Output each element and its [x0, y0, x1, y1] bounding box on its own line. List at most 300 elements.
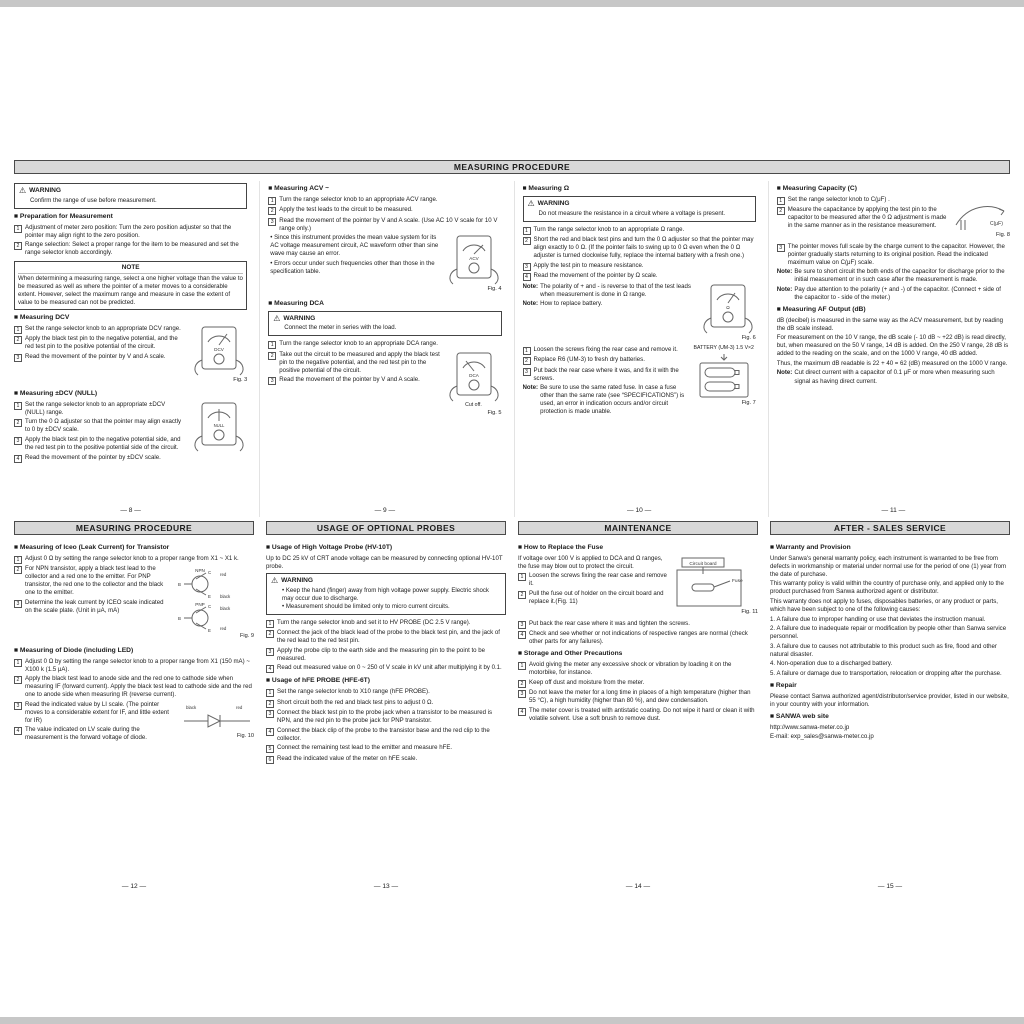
step	[14, 565, 169, 597]
step	[523, 367, 687, 383]
step-number: 2	[268, 207, 276, 215]
warning-head	[271, 577, 501, 586]
analog-meter-illustration	[700, 284, 756, 334]
scan-edge-top	[0, 0, 1024, 7]
page-number: — 12 —	[121, 883, 147, 891]
page-number: — 13 —	[373, 883, 399, 891]
heading-repair: ■ Repair	[770, 681, 797, 689]
step-number: 3	[14, 702, 22, 710]
step-text: Set the range selector knob to C(μF) .	[787, 195, 890, 203]
circuit-board-fuse-illustration	[674, 556, 758, 608]
scan-edge-bottom	[0, 1017, 1024, 1024]
note-box-title: NOTE	[18, 264, 243, 273]
step-number: 2	[523, 357, 531, 365]
step	[14, 224, 247, 240]
cut-off-label: Cut off.	[465, 401, 482, 408]
svg-text:C: C	[208, 570, 212, 576]
step	[14, 436, 186, 452]
note-label: Note:	[776, 268, 793, 276]
note	[777, 286, 1010, 302]
heading-storage: ■ Storage and Other Precautions	[518, 650, 623, 658]
step-number: 3	[518, 690, 526, 698]
email-address: E-mail: exp_sales@sanwa-meter.co.jp	[770, 733, 874, 741]
step-text: Adjust 0 Ω by setting the range selector knob to a proper range from X1 ~ X1 k.	[25, 554, 239, 562]
step	[14, 335, 186, 351]
svg-text:ACV: ACV	[468, 256, 479, 262]
step	[518, 707, 758, 723]
step-number: 4	[523, 273, 531, 281]
step-text: Put back the rear case where it was, and fix it with the screws.	[533, 366, 679, 382]
svg-text:B: B	[178, 616, 181, 622]
page-number: — 10 —	[627, 507, 652, 515]
warning-box	[268, 311, 501, 337]
note-text: The polarity of + and - is reverse to that of the test leads when measurement is done in Ω range.	[540, 282, 691, 298]
analog-meter-illustration	[446, 352, 502, 402]
section-header-optional-probes: USAGE OF OPTIONAL PROBES	[266, 521, 506, 535]
warranty-cause: 4. Non-operation due to a discharged battery.	[770, 660, 893, 668]
step	[523, 236, 756, 260]
heading-measuring-dca: ■ Measuring DCA	[268, 299, 324, 307]
svg-text:black: black	[186, 704, 197, 710]
step	[523, 226, 756, 235]
step-number: 3	[14, 437, 22, 445]
warning-text: • Keep the hand (finger) away from high voltage power supply. Electric shock may occur due to discharge.	[282, 586, 489, 602]
warning-text: Connect the meter in series with the load.	[284, 324, 397, 332]
step-number: 1	[14, 326, 22, 334]
heading-replace-fuse: ■ How to Replace the Fuse	[518, 544, 604, 551]
step	[523, 346, 687, 355]
step-number: 1	[523, 347, 531, 355]
figure-caption: Fig. 5	[487, 409, 502, 416]
step	[518, 679, 758, 688]
svg-text:B: B	[178, 582, 181, 588]
svg-text:PNP: PNP	[195, 602, 205, 608]
step-text: Replace R6 (UM-3) to fresh dry batteries.	[533, 356, 645, 364]
heading-warranty: ■ Warranty and Provision	[770, 544, 851, 551]
step	[14, 418, 186, 434]
step-number: 2	[266, 700, 274, 708]
step-text: Connect the black test pin to the probe jack when a transistor to be measured is NPN, and the red pin to the probe jack for PNP transistor.	[277, 709, 493, 725]
step	[14, 325, 186, 334]
step-number: 1	[518, 662, 526, 670]
analog-meter-illustration	[191, 402, 247, 452]
step-text: Turn the range selector knob to an appropriate DCA range.	[279, 340, 438, 348]
figure-11	[674, 556, 758, 616]
warranty-cause: 3. A failure due to causes not attributable to this product such as fire, flood and other natural disaster.	[770, 642, 997, 658]
step-number: 3	[777, 244, 785, 252]
step-text: Short circuit both the red and black test pins to adjust 0 Ω.	[277, 698, 434, 706]
page-11-body	[777, 181, 1010, 504]
step-text: Take out the circuit to be measured and apply the black test pin to the negative potential, and the red test pin to the positive potential of the circuit.	[279, 350, 440, 374]
figure-3	[191, 326, 247, 384]
figure-caption: Fig. 8	[996, 231, 1010, 238]
step	[14, 726, 175, 742]
step-number: 4	[266, 665, 274, 673]
step-text: Apply the black test lead to anode side and the red one to cathode side when measuring IF (forward current). Apply the black test lead to cathode side and the red one to anode side when measuring IR (reverse current).	[25, 675, 252, 699]
note-box	[14, 261, 247, 310]
step-text: Adjust 0 Ω by setting the range selector knob to a proper range from X1 (150 mA) ~ X100 k (1.5 μA).	[25, 657, 250, 673]
step-number: 2	[14, 336, 22, 344]
step-text: The pointer moves full scale by the charge current to the capacitor. However, the pointer gradually starts returning to its original position. Read the indicated maximum value on C(μF) scale.	[787, 242, 1005, 266]
note-label: Note:	[522, 384, 539, 392]
svg-text:black: black	[220, 606, 231, 612]
step-text: Loosen the screws fixing the rear case and remove it.	[529, 572, 667, 588]
svg-text:NULL: NULL	[213, 422, 225, 428]
step-text: Apply the black test pin to the negative potential side, and the red test pin to the positive potential side of the circuit.	[25, 435, 181, 451]
step-number: 2	[14, 419, 22, 427]
page-15	[770, 521, 1010, 893]
page-12-body	[14, 540, 254, 880]
step	[266, 688, 506, 697]
note-text: Be sure to use the same rated fuse. In case a fuse other than the same rate (see “SPECIFICATIONS”) is used, an error in indication occurs and/or circuit protection is made unable.	[540, 384, 685, 416]
step-text: Connect the black clip of the probe to the transistor base and the red clip to the collector.	[277, 726, 490, 742]
warning-box	[523, 196, 756, 222]
step-text: Apply the black test pin to the negative potential, and the red test pin to the positive potential of the circuit.	[25, 335, 178, 351]
step-number: 1	[14, 225, 22, 233]
note-text: How to replace battery.	[540, 300, 603, 308]
diode-schematic-illustration	[180, 702, 254, 732]
figure-caption: Fig. 7	[741, 399, 756, 406]
warning-text: • Measurement should be limited only to micro current circuits.	[282, 602, 450, 610]
warning-icon: ⚠	[273, 313, 281, 323]
step-number: 1	[14, 659, 22, 667]
step-text: Avoid giving the meter any excessive shock or vibration by loading it on the motorbike, for instance.	[529, 661, 732, 677]
step-text: Short the red and black test pins and turn the 0 Ω adjuster so that the pointer may align exactly to 0 Ω. (If the pointer fails to swing up to 0 Ω even when the 0 Ω adjuster is turned clockwise fully, replace the internal battery with a fresh one.)	[533, 236, 754, 260]
note-box-body: When determining a measuring range, select a one higher voltage than the value to be measured as well as where the pointer of a meter moves to a considerable extent. However, select the maximum range and measure in case the extent of value to be measured can not be predicted.	[18, 274, 243, 306]
step	[14, 353, 186, 362]
warning-title: WARNING	[537, 199, 570, 207]
step-text: Turn the range selector knob to an appropriate ACV range.	[279, 195, 438, 203]
warning-icon: ⚠	[19, 186, 27, 196]
warning-title: WARNING	[281, 576, 314, 584]
page-number: — 11 —	[881, 507, 906, 515]
warranty-cause: 5. A failure or damage due to transportation, relocation or dropping after the purchase.	[770, 669, 1002, 677]
analog-meter-illustration	[446, 235, 502, 285]
step	[14, 555, 254, 564]
page-13-body	[266, 540, 506, 880]
figure-caption: Fig. 4	[487, 286, 502, 293]
note	[777, 369, 1010, 385]
step-number: 3	[14, 600, 22, 608]
step	[777, 206, 947, 230]
figure-10	[180, 702, 254, 740]
step-text: Read the movement of the pointer by V and A scale.	[279, 376, 420, 384]
step-text: Pull the fuse out of holder on the circuit board and replace it.(Fig. 11)	[529, 589, 664, 605]
bullet-item: • Since this instrument provides the mean value system for its AC voltage measurement circuit, AC waveform other than sine wave may cause an error.	[270, 234, 439, 258]
svg-text:Ω: Ω	[726, 304, 730, 310]
figure-null-dcv	[191, 402, 247, 452]
note-text: Pay due attention to the polarity (+ and -) of the capacitor. (Connect + side of the capacitor to - side of the meter.)	[794, 285, 1001, 301]
figure-caption: Fig. 9	[240, 633, 254, 640]
warning-title: WARNING	[29, 187, 62, 194]
step	[14, 701, 175, 725]
step-text: Set the range selector knob to an appropriate ±DCV (NULL) range.	[25, 400, 166, 416]
page-8-body	[14, 181, 247, 504]
step-number: 3	[268, 377, 276, 385]
bullet-item: • Errors occur under such frequencies other than those in the specification table.	[270, 260, 435, 276]
warning-text: Do not measure the resistance in a circuit where a voltage is present.	[538, 209, 726, 217]
step	[268, 217, 501, 233]
step-number: 2	[523, 237, 531, 245]
step-number: 2	[777, 207, 785, 215]
heading-measuring-ohm: ■ Measuring Ω	[522, 185, 570, 192]
warning-head	[528, 200, 751, 209]
step-number: 1	[268, 197, 276, 205]
page-9	[259, 181, 501, 517]
step-number: 1	[518, 573, 526, 581]
step	[518, 620, 758, 629]
note-label: Note:	[522, 282, 539, 290]
step-number: 3	[266, 648, 274, 656]
paragraph: This warranty does not apply to fuses, disposables batteries, or any product or parts, which have been subject to one of the following causes:	[770, 598, 998, 614]
step	[266, 699, 506, 708]
step-text: Read the movement of the pointer by V and A scale. (Use AC 10 V scale for 10 V range only.)	[279, 216, 498, 232]
step-text: Turn the range selector knob to an appropriate Ω range.	[533, 225, 685, 233]
step-number: 3	[518, 621, 526, 629]
note-label: Note:	[776, 285, 793, 293]
step-text: Check and see whether or not indications of respective ranges are normal (check other parts for any failures).	[529, 630, 748, 646]
paragraph: This warranty policy is valid within the country of purchase only, and applied only to the product purchased from Sanwa authorized agent or distributor.	[770, 580, 1004, 596]
page-11	[768, 181, 1010, 517]
step	[14, 401, 186, 417]
note-label: Note:	[522, 300, 539, 308]
heading-iceo: ■ Measuring of Iceo (Leak Current) for Transistor	[14, 544, 170, 551]
step	[268, 196, 501, 205]
warning-text: Confirm the range of use before measurement.	[30, 196, 157, 204]
figure-5	[446, 352, 502, 417]
battery-compartment-illustration	[692, 353, 756, 399]
svg-text:C(μF): C(μF)	[990, 220, 1003, 227]
step	[266, 744, 506, 753]
svg-text:black: black	[220, 594, 231, 600]
note	[523, 300, 695, 308]
step	[14, 241, 247, 257]
step-text: Turn the range selector knob and set it to HV PROBE (DC 2.5 V range).	[277, 618, 471, 626]
note	[777, 268, 1010, 284]
svg-text:NPN: NPN	[195, 568, 205, 574]
top-band	[14, 181, 1010, 517]
step-text: Read the movement of the pointer by V and A scale.	[25, 352, 166, 360]
step-number: 5	[266, 745, 274, 753]
page-10-body	[523, 181, 756, 504]
step	[518, 689, 758, 705]
svg-text:red: red	[236, 704, 243, 710]
warning-icon: ⚠	[527, 199, 535, 209]
warning-box	[266, 573, 506, 615]
warranty-cause: 1. A failure due to improper handling or use that deviates the instruction manual.	[770, 615, 986, 623]
step-text: Put back the rear case where it was and tighten the screws.	[529, 619, 690, 627]
step	[14, 658, 254, 674]
step-number: 2	[518, 680, 526, 688]
step-number: 1	[14, 556, 22, 564]
paragraph: Up to DC 25 kV of CRT anode voltage can be measured by connecting optional HV-10T probe.	[266, 554, 503, 570]
step-text: Set the range selector knob to X10 range (hFE PROBE).	[277, 688, 430, 696]
page-14-body	[518, 540, 758, 880]
paragraph: Thus, the maximum dB readable is 22 + 40 = 62 (dB) measured on the 1000 V range.	[776, 359, 1008, 367]
step-text: Set the range selector knob to an appropriate DCV range.	[25, 324, 181, 332]
warning-box	[14, 183, 247, 209]
step-text: Turn the 0 Ω adjuster so that the pointer may align exactly to 0 by ±DCV scale.	[25, 418, 182, 434]
step-number: 1	[14, 402, 22, 410]
heading-web-site: ■ SANWA web site	[770, 712, 829, 720]
step-number: 2	[14, 676, 22, 684]
step	[266, 619, 506, 628]
figure-caption: Fig. 11	[741, 608, 758, 615]
page-15-body	[770, 540, 1010, 880]
note-text: Be sure to short circuit the both ends of the capacitor for discharge prior to the initial measurement or in such case after the measurement is made.	[794, 268, 1005, 284]
step	[518, 661, 758, 677]
svg-text:E: E	[208, 594, 211, 600]
step-text: Measure the capacitance by applying the test pin to the capacitor to be measured after the 0 Ω adjustment is made in the same manner as in the resistance measurement.	[787, 206, 947, 230]
step-text: Read the movement of the pointer by Ω scale.	[533, 272, 658, 280]
page-number: — 14 —	[625, 883, 651, 891]
step-text: Loosen the screws fixing the rear case and remove it.	[533, 345, 678, 353]
figure-4	[446, 235, 502, 293]
figure-caption: Fig. 10	[236, 732, 254, 739]
paragraph: If voltage over 100 V is applied to DCA and Ω ranges, the fuse may blow out to protect the circuit.	[518, 554, 663, 570]
step-text: Apply the probe clip to the earth side and the measuring pin to the point to be measured.	[277, 646, 486, 662]
step-text: The value indicated on LV scale during the measurement is the forward voltage of diode.	[25, 726, 147, 742]
step	[266, 647, 506, 663]
transistor-schematic-illustration	[174, 566, 254, 632]
section-header-measuring-procedure-2: MEASURING PROCEDURE	[14, 521, 254, 535]
heading-hv-probe: ■ Usage of High Voltage Probe (HV-10T)	[266, 544, 393, 551]
page-8	[14, 181, 247, 517]
svg-text:red: red	[220, 572, 227, 578]
step	[268, 206, 501, 215]
step-number: 1	[266, 620, 274, 628]
figure-caption: Fig. 6	[741, 334, 756, 341]
heading-measuring-af-output: ■ Measuring AF Output (dB)	[776, 305, 866, 313]
svg-text:Circuit board: Circuit board	[689, 561, 717, 567]
step-text: Read out measured value on 0 ~ 250 of V scale in kV unit after multiplying it by 0.1.	[277, 664, 502, 672]
section-header-after-sales: AFTER - SALES SERVICE	[770, 521, 1010, 535]
figure-9	[174, 566, 254, 640]
step-text: Connect the remaining test lead to the emitter and measure hFE.	[277, 744, 453, 752]
step	[523, 262, 756, 271]
paragraph: Please contact Sanwa authorized agent/distributor/service provider, listed in our website, in your country with your information.	[770, 692, 1009, 708]
step-text: Apply the test leads to the circuit to be measured.	[279, 206, 413, 214]
step-number: 1	[777, 197, 785, 205]
step-text: Read the indicated value of the meter on hFE scale.	[277, 754, 418, 762]
paragraph: For measurement on the 10 V range, the dB scale (- 10 dB ~ +22 dB) is read directly, but, when measured on the 50 V range, 14 dB is added. On the 250 V range, 28 dB is added to the reading on the scale, and on the 1000 V range, 40 dB added.	[776, 334, 1009, 358]
bottom-band	[14, 521, 1010, 893]
figure-7	[692, 345, 756, 407]
step	[266, 755, 506, 764]
step-number: 3	[523, 368, 531, 376]
paragraph: Under Sanwa's general warranty policy, each instrument is warranted to be free from defects in workmanship or material under normal use for the period of one (1) year from the date of purchase.	[770, 554, 1007, 578]
step-number: 1	[266, 689, 274, 697]
step-number: 4	[518, 708, 526, 716]
page-number: — 15 —	[877, 883, 903, 891]
note	[523, 283, 695, 299]
step-text: Apply the test pin to measure resistance.	[533, 261, 644, 269]
step	[777, 243, 1010, 267]
step-number: 4	[14, 455, 22, 463]
heading-diode: ■ Measuring of Diode (including LED)	[14, 646, 134, 654]
step-number: 3	[14, 354, 22, 362]
svg-text:E: E	[208, 628, 211, 633]
analog-meter-illustration	[191, 326, 247, 376]
section-header-maintenance: MAINTENANCE	[518, 521, 758, 535]
capacitor-measurement-illustration	[952, 197, 1010, 231]
step-text: Read the movement of the pointer by ±DCV scale.	[25, 453, 161, 461]
figure-caption: Fig. 3	[233, 376, 248, 383]
step-number: 6	[266, 756, 274, 764]
battery-label: BATTERY (UM-3) 1.5 V×2	[693, 345, 754, 352]
note-label: Note:	[776, 369, 793, 377]
warning-head	[273, 315, 496, 324]
step-text: Do not leave the meter for a long time in places of a high temperature (higher than 55 °C), a high humidity (higher than 80 %), and dew condensation.	[529, 689, 751, 705]
step-number: 1	[268, 341, 276, 349]
warning-icon: ⚠	[271, 576, 279, 586]
step-text: Read the indicated value by LI scale. (The pointer moves to a considerable extent for IF, and little extent for IR)	[25, 700, 169, 724]
step-number: 2	[14, 242, 22, 250]
step-text: Adjustment of meter zero position: Turn the zero position adjuster so that the pointer may align right to the zero position.	[25, 223, 232, 239]
step-text: Connect the jack of the black lead of the probe to the black test pin, and the jack of the red lead to the red test pin.	[277, 629, 500, 645]
svg-text:Fuse: Fuse	[732, 578, 743, 584]
step	[518, 590, 669, 606]
page-14	[518, 521, 758, 893]
step-number: 2	[518, 591, 526, 599]
step	[266, 709, 506, 725]
svg-text:red: red	[220, 626, 227, 632]
step-text: For NPN transistor, apply a black test lead to the collector and a red one to the emitter. For PNP transistor, the red one to the collector and the black one to the emitter.	[25, 565, 164, 597]
step-number: 4	[518, 631, 526, 639]
step-text: Keep off dust and moisture from the meter.	[529, 678, 645, 686]
step	[266, 727, 506, 743]
page-9-body	[268, 181, 501, 504]
page-13	[266, 521, 506, 893]
figure-6	[700, 284, 756, 342]
step	[268, 340, 501, 349]
step-number: 4	[14, 727, 22, 735]
step-number: 1	[523, 227, 531, 235]
step-number: 2	[268, 352, 276, 360]
step	[268, 376, 440, 385]
step	[14, 675, 254, 699]
figure-8	[952, 197, 1010, 239]
step-number: 2	[14, 566, 22, 574]
paragraph: dB (decibel) is measured in the same way as the ACV measurement, but by reading the dB scale instead.	[776, 316, 1004, 332]
step-number: 4	[266, 728, 274, 736]
heading-measuring-acv: ■ Measuring ACV ~	[268, 185, 330, 192]
heading-hfe-probe: ■ Usage of hFE PROBE (HFE-6T)	[266, 677, 370, 685]
warranty-cause: 2. A failure due to inadequate repair or modification by people other than Sanwa service personnel.	[770, 625, 1007, 641]
section-header-measuring-procedure: MEASURING PROCEDURE	[14, 160, 1010, 174]
step	[14, 599, 169, 615]
step-text: Range selection: Select a proper range for the item to be measured and set the range selector knob accordingly.	[25, 241, 239, 257]
step	[14, 454, 186, 463]
web-url: http://www.sanwa-meter.co.jp	[770, 723, 850, 731]
heading-measuring-capacity: ■ Measuring Capacity (C)	[776, 185, 857, 192]
page-10	[514, 181, 756, 517]
step	[523, 272, 756, 281]
svg-text:DCV: DCV	[214, 346, 225, 352]
step	[518, 630, 758, 646]
warning-title: WARNING	[283, 314, 316, 322]
page-12	[14, 521, 254, 893]
heading-measuring-null-dcv: ■ Measuring ±DCV (NULL)	[14, 390, 98, 397]
step	[518, 572, 669, 588]
step	[268, 351, 440, 375]
step-text: Determine the leak current by ICEO scale indicated on the scale plate. (Unit in μA, mA)	[25, 598, 164, 614]
svg-text:C: C	[208, 604, 212, 610]
step-number: 3	[523, 263, 531, 271]
note-text: Cut direct current with a capacitor of 0.1 μF or more when measuring such signal as having direct current.	[794, 369, 995, 385]
step	[523, 356, 687, 365]
step-number: 3	[266, 710, 274, 718]
